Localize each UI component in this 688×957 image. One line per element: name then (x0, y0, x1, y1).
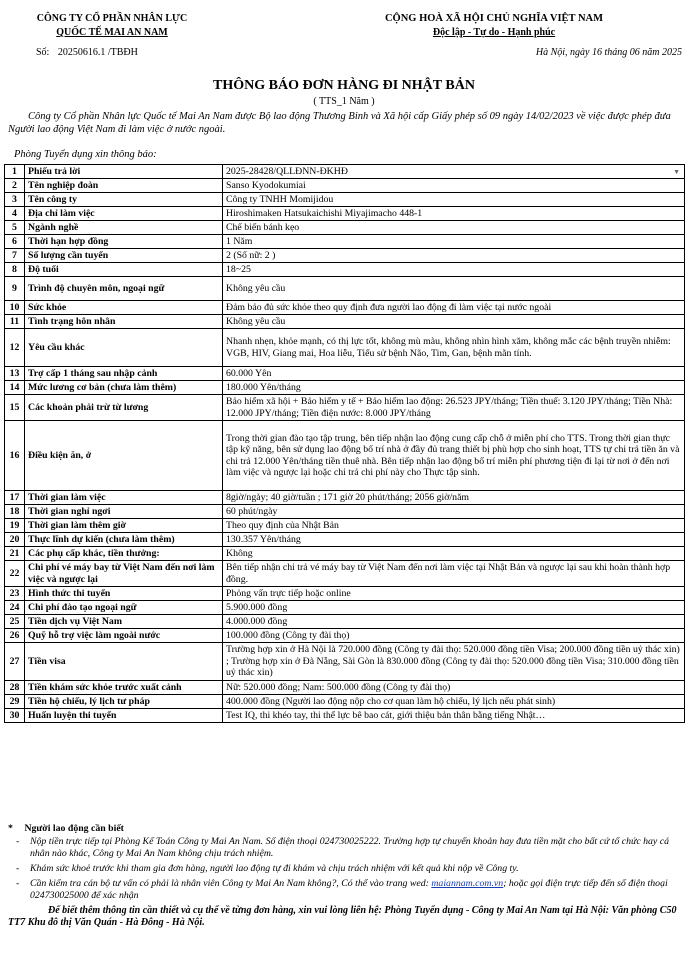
row-label: Thời gian làm thêm giờ (25, 519, 223, 533)
row-value (223, 395, 685, 421)
row-label: Tên công ty (25, 193, 223, 207)
contact-footer: Để biết thêm thông tin cần thiết và cụ thể về từng đơn hàng, xin vui lòng liên hệ: Phòng Tuyển dụng - Công ty Mai An Nam tại Hà Nội: Văn phòng C50 TT7 Khu đô thị Văn Quán - Hà Đông - Hà Nội. (8, 905, 677, 928)
row-label: Ngành nghề (25, 221, 223, 235)
row-number: 14 (5, 381, 25, 395)
row-value (223, 381, 685, 395)
table-row (5, 643, 685, 681)
row-value (223, 329, 685, 367)
notes-heading-text: Người lao động cần biết (24, 823, 124, 834)
row-value (223, 601, 685, 615)
row-number: 11 (5, 315, 25, 329)
row-number: 8 (5, 263, 25, 277)
row-number: 22 (5, 561, 25, 587)
row-number: 23 (5, 587, 25, 601)
row-value (223, 587, 685, 601)
note-text: Cần kiểm tra cán bộ tư vấn có phải là nhân viên Công ty Mai An Nam không?, Có thể vào trang wed: (30, 878, 432, 889)
note-text: ; hoặc gọi điện trực tiếp đến số điện thoại 024730025000 để xác nhận (30, 878, 668, 901)
table-row (5, 615, 685, 629)
row-value (223, 221, 685, 235)
row-number: 24 (5, 601, 25, 615)
table-row (5, 421, 685, 491)
row-value (223, 695, 685, 709)
row-value (223, 263, 685, 277)
table-row (5, 367, 685, 381)
row-value-text: Không yêu cầu (226, 315, 286, 327)
dash-bullet: - (16, 836, 20, 847)
company-header (12, 12, 212, 40)
row-value-text: 60 phút/ngày (226, 505, 278, 517)
note-text: Khám sức khoẻ trước khi tham gia đơn hàng, người lao động tự đi khám và chịu trách nhiệm với kết quả khi nộp về Công ty. (30, 863, 519, 874)
row-number: 25 (5, 615, 25, 629)
row-value (223, 547, 685, 561)
table-row (5, 207, 685, 221)
row-label: Yêu cầu khác (25, 329, 223, 367)
row-label: Thời gian nghỉ ngơi (25, 505, 223, 519)
row-value-text: Nhanh nhẹn, khỏe mạnh, có thị lực tốt, không mù màu, không nhìn hình xăm, không mắc các bệnh truyền nhiễm: VGB, HIV, Giang mai, Hoa liễu, Tiểu sử bệnh Não, Tim, Gan, bệnh mãn tính. (226, 336, 671, 359)
row-label: Địa chỉ làm việc (25, 207, 223, 221)
table-row (5, 681, 685, 695)
row-label: Mức lương cơ bản (chưa làm thêm) (25, 381, 223, 395)
row-label: Các phụ cấp khác, tiền thưởng: (25, 547, 223, 561)
row-value (223, 249, 685, 263)
row-value-text: Nữ: 520.000 đồng; Nam: 500.000 đồng (Công ty đài thọ) (226, 681, 451, 693)
row-value-text: 400.000 đồng (Người lao động nộp cho cơ quan làm hộ chiếu, lý lịch nếu phát sinh) (226, 695, 556, 707)
table-row (5, 709, 685, 723)
table-row (5, 601, 685, 615)
table-row (5, 165, 685, 179)
page-subtitle: ( TTS_1 Năm ) (313, 96, 375, 107)
notes-section (8, 823, 684, 929)
table-row (5, 277, 685, 301)
row-label: Tiền dịch vụ Việt Nam (25, 615, 223, 629)
row-number: 16 (5, 421, 25, 491)
row-value-text: 100.000 đồng (Công ty đài thọ) (226, 629, 350, 641)
department-line: Phòng Tuyển dụng xin thông báo: (14, 149, 157, 160)
intro-paragraph: Công ty Cổ phần Nhân lực Quốc tế Mai An Nam được Bộ lao động Thương Binh và Xã hội cấp Giấy phép số 09 ngày 14/02/2023 về việc được phép đưa Người lao động Việt Nam đi làm việc ở nước ngoài. (8, 111, 671, 135)
row-label: Hình thức thi tuyển (25, 587, 223, 601)
note-text: Nộp tiền trực tiếp tại Phòng Kế Toán Công ty Mai An Nam. Số điện thoại 024730025222. Trường hợp tự chuyển khoản hay đưa tiền mặt cho bất cứ tổ chức hay cá nhân nào khác, Công ty Mai An Nam không chịu trách nhiệm. (30, 836, 669, 859)
table-row (5, 695, 685, 709)
row-label: Tình trạng hôn nhân (25, 315, 223, 329)
table-row (5, 329, 685, 367)
row-number: 26 (5, 629, 25, 643)
row-value (223, 179, 685, 193)
table-row (5, 301, 685, 315)
row-number: 18 (5, 505, 25, 519)
row-value (223, 235, 685, 249)
row-number: 1 (5, 165, 25, 179)
row-value-text: 18~25 (226, 263, 251, 275)
row-label: Tên nghiệp đoàn (25, 179, 223, 193)
row-label: Tiền khám sức khỏe trước xuất cảnh (25, 681, 223, 695)
row-value (223, 533, 685, 547)
row-value-text: 130.357 Yên/tháng (226, 533, 301, 545)
row-value (223, 421, 685, 491)
company-name-line1: CÔNG TY CỔ PHẦN NHÂN LỰC (36, 13, 188, 24)
row-number: 19 (5, 519, 25, 533)
row-value[interactable] (223, 165, 685, 179)
nation-header (300, 12, 688, 40)
row-value-text: Chế biến bánh kẹo (226, 221, 300, 233)
row-number: 7 (5, 249, 25, 263)
order-table (4, 164, 685, 723)
row-value (223, 505, 685, 519)
row-label: Tiền hộ chiếu, lý lịch tư pháp (25, 695, 223, 709)
table-row (5, 547, 685, 561)
row-number: 3 (5, 193, 25, 207)
table-row (5, 491, 685, 505)
row-value-text: Phỏng vấn trực tiếp hoặc online (226, 587, 351, 599)
row-value (223, 491, 685, 505)
website-link[interactable]: maiannam.com.vn (431, 878, 504, 889)
row-label: Sức khỏe (25, 301, 223, 315)
row-label: Thời hạn hợp đồng (25, 235, 223, 249)
row-value-text: Trong thời gian đào tạo tập trung, bên tiếp nhận lao động cung cấp chỗ ở miễn phí cho TTS. Trong thời gian thực tập kỹ năng, bên sử dụng lao động bố trí nhà ở đầy đủ trang thiết bị phù hợp cho sinh hoạt, TTS tự chi trả tiền ăn và chi trả 12.000 Yên/tháng tiền thuê nhà. Bên tiếp nhận lao động bố trí miễn phí phương tiện đi lại từ nơi ở đến nơi làm việc và ngược lại hoặc chi trả chi phí này cho Thực tập sinh. (226, 432, 680, 478)
row-label: Thời gian làm việc (25, 491, 223, 505)
note-item (8, 836, 684, 860)
row-label: Chi phí đào tạo ngoại ngữ (25, 601, 223, 615)
row-value-text: 2025-28428/QLLĐNN-ĐKHĐ (226, 165, 348, 177)
row-value (223, 629, 685, 643)
row-number: 17 (5, 491, 25, 505)
row-value-text: 4.000.000 đồng (226, 615, 288, 627)
row-number: 15 (5, 395, 25, 421)
dash-bullet: - (16, 878, 20, 889)
nation-title: CỘNG HOÀ XÃ HỘI CHỦ NGHĨA VIỆT NAM (384, 13, 604, 24)
row-value (223, 643, 685, 681)
table-row (5, 249, 685, 263)
row-label: Trợ cấp 1 tháng sau nhập cảnh (25, 367, 223, 381)
row-number: 12 (5, 329, 25, 367)
row-label: Độ tuổi (25, 263, 223, 277)
row-number: 5 (5, 221, 25, 235)
row-value (223, 207, 685, 221)
row-value-text: 2 (Số nữ: 2 ) (226, 249, 276, 261)
table-row (5, 395, 685, 421)
row-value (223, 709, 685, 723)
row-label: Số lượng cần tuyển (25, 249, 223, 263)
row-value-text: 60.000 Yên (226, 367, 272, 379)
row-label: Huấn luyện thi tuyển (25, 709, 223, 723)
row-value (223, 615, 685, 629)
row-value-text: Không yêu cầu (226, 282, 286, 294)
row-value-text: Theo quy định của Nhật Bản (226, 519, 339, 531)
table-row (5, 263, 685, 277)
row-number: 6 (5, 235, 25, 249)
row-value-text: 5.900.000 đồng (226, 601, 288, 613)
dropdown-arrow-icon[interactable]: ▼ (673, 168, 680, 176)
row-value (223, 315, 685, 329)
row-label: Tiền visa (25, 643, 223, 681)
company-name-line2: QUỐC TẾ MAI AN NAM (56, 27, 168, 38)
notes-heading (8, 823, 684, 835)
row-number: 21 (5, 547, 25, 561)
table-row (5, 235, 685, 249)
document-number (36, 47, 144, 58)
row-value-text: Bên tiếp nhận chi trả vé máy bay từ Việt Nam đến nơi làm việc tại Nhật Bản và ngược lại sau khi hoàn thành hợp đồng. (226, 562, 671, 585)
row-number: 13 (5, 367, 25, 381)
row-label: Thực lĩnh dự kiến (chưa làm thêm) (25, 533, 223, 547)
nation-motto: Độc lập - Tự do - Hạnh phúc (432, 27, 556, 38)
row-label: Trình độ chuyên môn, ngoại ngữ (25, 277, 223, 301)
table-row (5, 629, 685, 643)
row-value (223, 301, 685, 315)
row-label: Các khoản phải trừ từ lương (25, 395, 223, 421)
row-label: Phiếu trả lời (25, 165, 223, 179)
row-value-text: 8giờ/ngày; 40 giờ/tuần ; 171 giờ 20 phút/tháng; 2056 giờ/năm (226, 491, 470, 503)
note-item (8, 863, 684, 875)
row-label: Quỹ hỗ trợ việc làm ngoài nước (25, 629, 223, 643)
row-value (223, 193, 685, 207)
table-row (5, 221, 685, 235)
table-row (5, 505, 685, 519)
row-value-text: 1 Năm (226, 235, 253, 247)
dash-bullet: - (16, 863, 20, 874)
row-number: 2 (5, 179, 25, 193)
row-value-text: Test IQ, thi khéo tay, thi thể lực bê bao cát, giới thiệu bản thân bằng tiếng Nhật… (226, 709, 546, 721)
table-row (5, 381, 685, 395)
row-number: 29 (5, 695, 25, 709)
table-row (5, 561, 685, 587)
row-value (223, 367, 685, 381)
document-number-value: 20250616.1 /TBĐH (57, 47, 138, 58)
row-value-text: 180.000 Yên/tháng (226, 381, 301, 393)
row-value-text: Hiroshimaken Hatsukaichishi Miyajimacho 448-1 (226, 207, 423, 219)
table-row (5, 193, 685, 207)
note-item (8, 878, 684, 902)
row-value-text: Đảm bảo đủ sức khỏe theo quy định đưa người lao động đi làm việc tại nước ngoài (226, 301, 552, 313)
row-value (223, 519, 685, 533)
table-row (5, 519, 685, 533)
row-value-text: Sanso Kyodokumiai (226, 179, 306, 191)
row-value (223, 681, 685, 695)
row-value (223, 277, 685, 301)
row-label: Chi phí vé máy bay từ Việt Nam đến nơi làm việc và ngược lại (25, 561, 223, 587)
row-number: 4 (5, 207, 25, 221)
document-number-label: Số: (36, 47, 50, 58)
row-label: Điều kiện ăn, ở (25, 421, 223, 491)
row-number: 9 (5, 277, 25, 301)
row-value-text: Trường hợp xin ở Hà Nội là 720.000 đồng (Công ty đài thọ: 520.000 đồng tiền Visa; 200.000 đồng tiền uỷ thác xin) ; Trường hợp xin ở Đà Nẵng, Sài Gòn là 830.000 đồng (Công ty đài thọ: 520.000 đồng tiền Visa; 310.000 đồng tiền uỷ thác xin) (226, 644, 680, 679)
row-value (223, 561, 685, 587)
row-number: 30 (5, 709, 25, 723)
row-number: 27 (5, 643, 25, 681)
row-value-text: Công ty TNHH Momijidou (226, 193, 334, 205)
table-row (5, 587, 685, 601)
row-value-text: Bảo hiểm xã hội + Bảo hiểm y tế + Bảo hiểm lao động: 26.523 JPY/tháng; Tiền thuế: 3.120 JPY/tháng; Tiền Nhà: 12.000 JPY/tháng; Tiền điện nước: 8.000 JPY/tháng (226, 396, 673, 419)
table-row (5, 315, 685, 329)
row-number: 10 (5, 301, 25, 315)
row-number: 20 (5, 533, 25, 547)
row-number: 28 (5, 681, 25, 695)
table-row (5, 179, 685, 193)
document-date: Hà Nội, ngày 16 tháng 06 năm 2025 (535, 47, 682, 58)
row-value-text: Không (226, 547, 253, 559)
star-icon: * (8, 823, 13, 834)
page-title: THÔNG BÁO ĐƠN HÀNG ĐI NHẬT BẢN (213, 78, 475, 93)
table-row (5, 533, 685, 547)
